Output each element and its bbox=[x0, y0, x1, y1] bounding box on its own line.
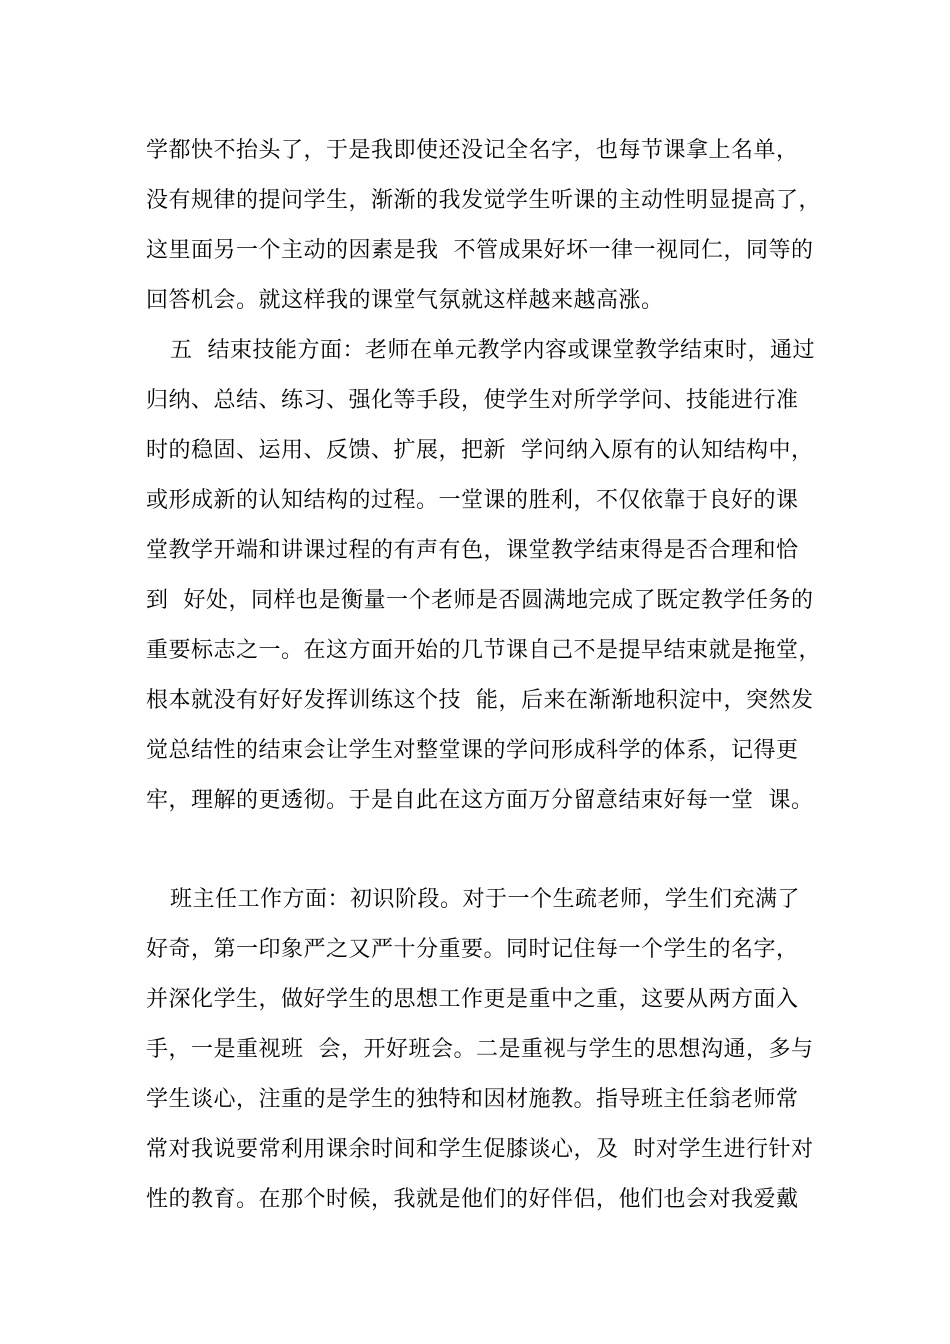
text-line: 回答机会。就这样我的课堂气氛就这样越来越高涨。 bbox=[146, 288, 664, 313]
text-line: 五 结束技能方面：老师在单元教学内容或课堂教学结束时，通过 bbox=[170, 338, 815, 363]
text-line: 并深化学生，做好学生的思想工作更是重中之重，这要从两方面入 bbox=[146, 987, 799, 1012]
text-line: 堂教学开端和讲课过程的有声有色，课堂教学结束得是否合理和恰 bbox=[146, 538, 799, 563]
text-line: 这里面另一个主动的因素是我 不管成果好坏一律一视同仁，同等的 bbox=[146, 238, 814, 263]
text-line: 手，一是重视班 会，开好班会。二是重视与学生的思想沟通，多与 bbox=[146, 1037, 814, 1062]
text-line: 班主任工作方面：初识阶段。对于一个生疏老师，学生们充满了 bbox=[170, 887, 801, 912]
text-line: 好奇，第一印象严之又严十分重要。同时记住每一个学生的名字， bbox=[146, 937, 799, 962]
text-line: 没有规律的提问学生，渐渐的我发觉学生听课的主动性明显提高了， bbox=[146, 188, 822, 213]
text-line: 常对我说要常利用课余时间和学生促膝谈心，及 时对学生进行针对 bbox=[146, 1137, 814, 1162]
text-line: 学生谈心，注重的是学生的独特和因材施教。指导班主任翁老师常 bbox=[146, 1087, 799, 1112]
text-line: 或形成新的认知结构的过程。一堂课的胜利，不仅依靠于良好的课 bbox=[146, 488, 799, 513]
text-line: 归纳、总结、练习、强化等手段，使学生对所学学问、技能进行准 bbox=[146, 388, 799, 413]
text-line: 时的稳固、运用、反馈、扩展，把新 学问纳入原有的认知结构中， bbox=[146, 438, 814, 463]
text-line: 到 好处，同样也是衡量一个老师是否圆满地完成了既定教学任务的 bbox=[146, 588, 814, 613]
text-line: 觉总结性的结束会让学生对整堂课的学问形成科学的体系，记得更 bbox=[146, 738, 799, 763]
text-line: 根本就没有好好发挥训练这个技 能，后来在渐渐地积淀中，突然发 bbox=[146, 688, 814, 713]
text-line: 牢，理解的更透彻。于是自此在这方面万分留意结束好每一堂 课。 bbox=[146, 788, 814, 813]
text-line: 性的教育。在那个时候，我就是他们的好伴侣，他们也会对我爱戴 bbox=[146, 1187, 799, 1212]
text-line: 学都快不抬头了，于是我即使还没记全名字，也每节课拿上名单， bbox=[146, 138, 799, 163]
text-line: 重要标志之一。在这方面开始的几节课自己不是提早结束就是拖堂， bbox=[146, 638, 822, 663]
